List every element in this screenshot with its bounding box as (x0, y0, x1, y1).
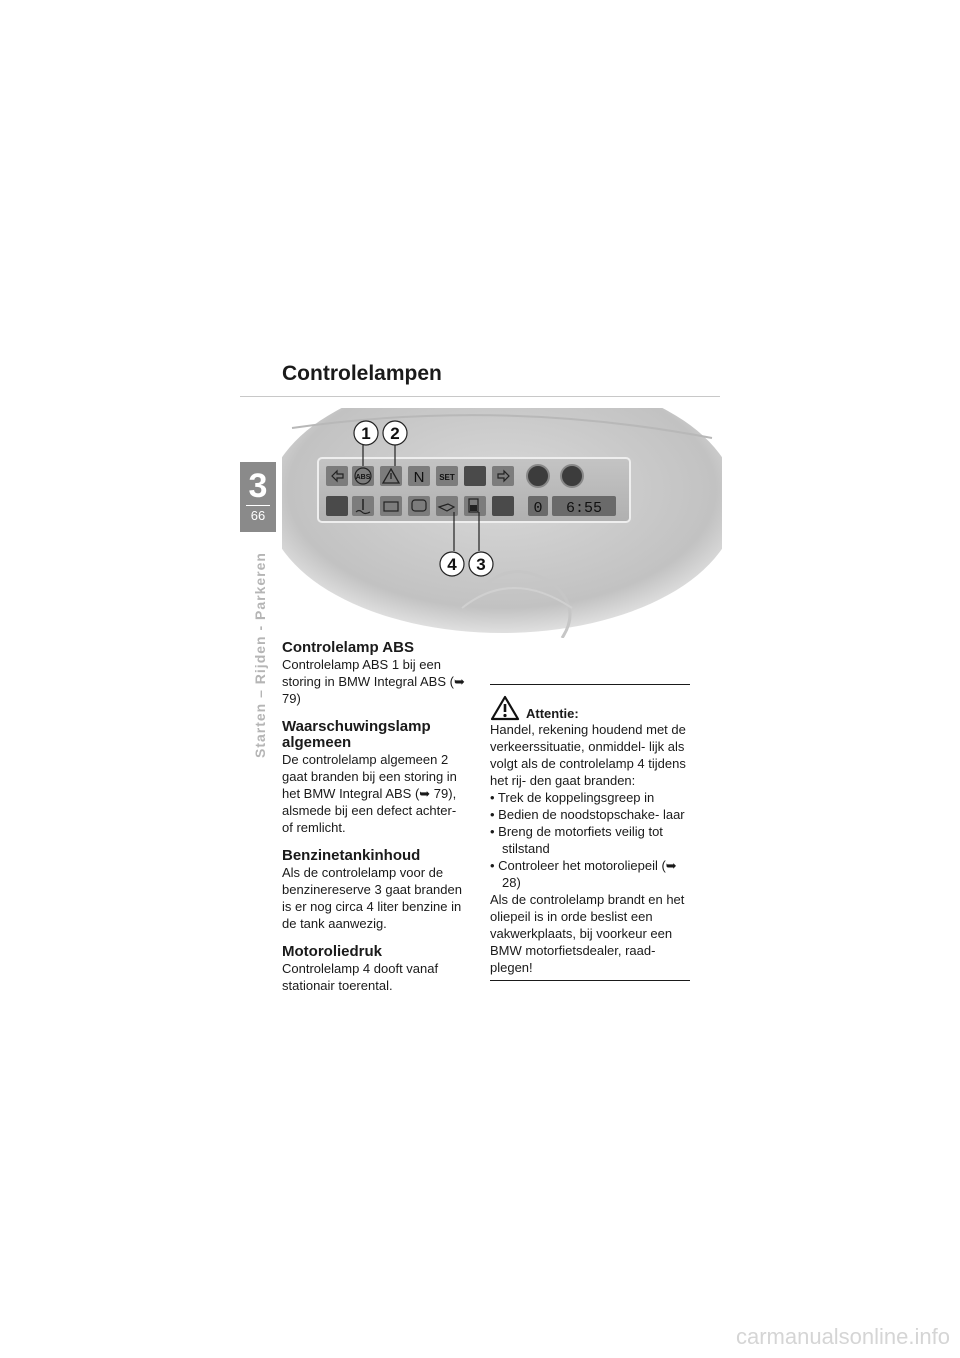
chapter-divider (246, 505, 270, 506)
section-text-abs: Controlelamp ABS 1 bij een storing in BMW Integral ABS (➥ 79) (282, 657, 465, 706)
warning-triangle-icon (490, 695, 520, 721)
clock-display-value: 6:55 (565, 500, 603, 517)
section-heading-fuel: Benzinetankinhoud (282, 847, 421, 864)
warning-icon (380, 466, 402, 486)
abs-icon-label: ABS (355, 474, 371, 481)
callout-2-label: 2 (390, 424, 400, 443)
battery-icon (380, 496, 402, 516)
oil-icon (436, 496, 458, 516)
turn-left-icon (326, 466, 348, 486)
blank-lamp (492, 496, 514, 516)
callout-4 (440, 552, 464, 576)
neutral-icon (408, 466, 430, 486)
list-item: • Trek de koppelingsgreep in (490, 790, 655, 805)
coolant-icon (352, 496, 374, 516)
blank-lamp (464, 466, 486, 486)
callout-4-label: 4 (447, 555, 457, 574)
list-item: • Breng de motorfiets veilig tot stilstand (490, 824, 663, 856)
warning-steps (490, 789, 690, 891)
chapter-tab (240, 462, 276, 532)
clock-display (552, 496, 616, 517)
gear-display-value: 0 (533, 500, 543, 517)
callout-1 (354, 421, 378, 445)
engine-icon (408, 496, 430, 516)
page-title: Controlelampen (282, 362, 442, 385)
callout-3-label: 3 (476, 555, 486, 574)
warning-intro: Handel, rekening houdend met de verkeerssituatie, onmiddel- lijk als volgt als de controlelamp 4 tijdens het rij- den gaat branden: (490, 722, 686, 788)
section-heading-general-warning: Waarschuwingslamp algemeen (282, 718, 431, 751)
warning-header (490, 695, 690, 721)
list-item: • Controleer het motoroliepeil (➥ 28) (490, 858, 677, 890)
set-icon (436, 466, 458, 486)
section-heading-abs: Controlelamp ABS (282, 639, 414, 656)
gear-display (528, 496, 548, 517)
warning-box (490, 684, 690, 981)
page-number: 66 (250, 508, 266, 523)
watermark: carmanualsonline.info (735, 1324, 950, 1349)
warning-title: Attentie: (526, 706, 579, 721)
section-text-general-warning: De controlelamp algemeen 2 gaat branden bij een storing in het BMW Integral ABS (➥ 79), alsmede bij een defect achter- of remlicht. (282, 752, 457, 835)
callout-1-label: 1 (361, 424, 371, 443)
left-column (282, 640, 468, 1006)
neutral-icon-label: N (413, 469, 425, 486)
warning-outro: Als de controlelamp brandt en het oliepeil is in orde beslist een vakwerkplaats, bij voorkeur een BMW motorfietsdealer, raad- plegen! (490, 892, 685, 975)
section-heading-oil-pressure: Motoroliedruk (282, 943, 382, 960)
instrument-panel-photo (282, 408, 722, 638)
button-knob (527, 465, 549, 487)
list-item: • Bedien de noodstopschake- laar (490, 807, 685, 822)
title-rule (240, 396, 720, 397)
chapter-number: 3 (248, 467, 268, 505)
callout-2 (383, 421, 407, 445)
blank-lamp (326, 496, 348, 516)
turn-right-icon (492, 466, 514, 486)
section-text-oil-pressure: Controlelamp 4 dooft vanaf stationair toerental. (282, 961, 439, 993)
abs-icon (352, 466, 374, 486)
callout-3 (469, 552, 493, 576)
chapter-side-label: Starten – Rijden - Parkeren (252, 552, 268, 758)
fuel-icon (464, 496, 486, 516)
button-knob (561, 465, 583, 487)
section-text-fuel: Als de controlelamp voor de benzinereserve 3 gaat branden is er nog circa 4 liter benzine in de tank aanwezig. (282, 865, 462, 931)
set-icon-label: SET (439, 473, 455, 482)
